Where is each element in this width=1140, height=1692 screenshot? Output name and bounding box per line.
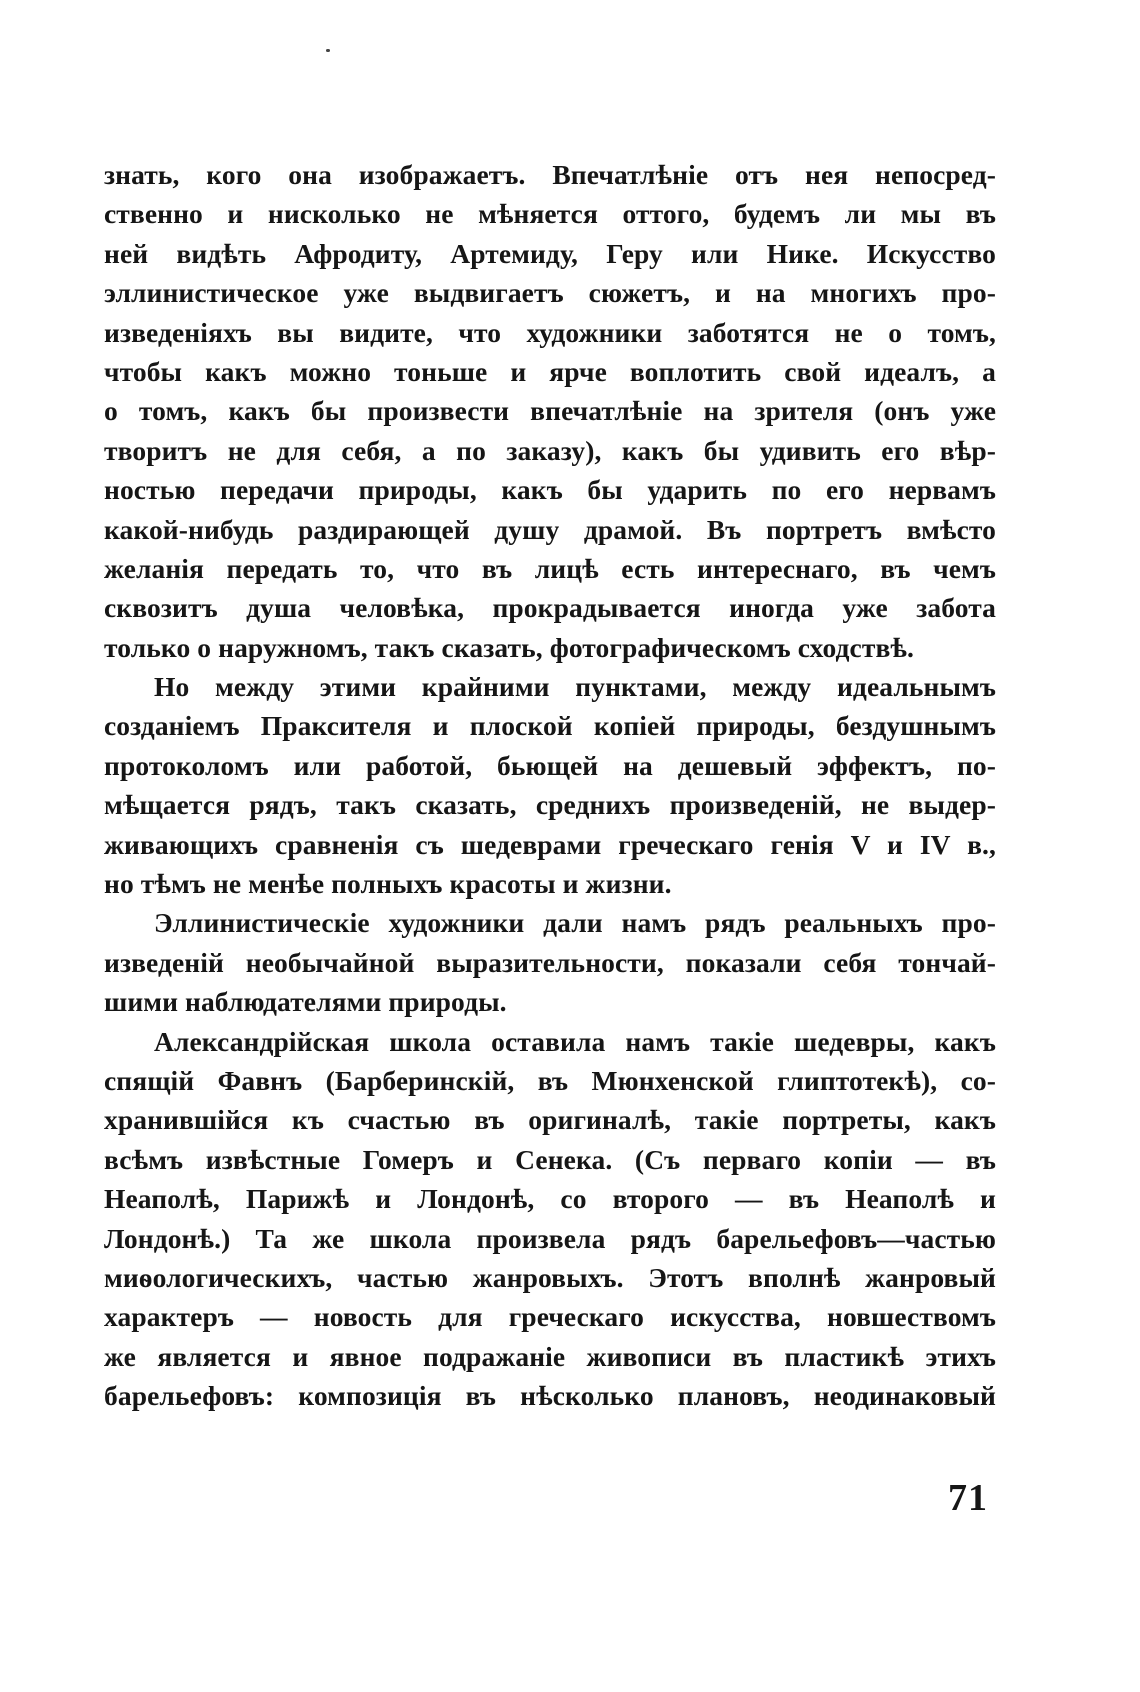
paragraph-3: [104, 903, 996, 1021]
text-line: всѣмъ извѣстные Гомеръ и Сенека. (Съ перваго копіи — въ: [104, 1143, 996, 1175]
text-line: Эллинистическіе художники дали намъ рядъ реальныхъ про-: [154, 907, 996, 939]
text-line: же является и явное подражаніе живописи въ пластикѣ этихъ: [104, 1340, 996, 1372]
text-line: чтобы какъ можно тоньше и ярче воплотить свой идеалъ, а: [104, 355, 996, 387]
print-speck: [326, 49, 330, 52]
text-line: желанія передать то, что въ лицѣ есть интереснаго, въ чемъ: [104, 552, 996, 584]
text-line: о томъ, какъ бы произвести впечатлѣніе на зрителя (онъ уже: [104, 395, 996, 427]
text-line: хранившійся къ счастью въ оригиналѣ, такіе портреты, какъ: [104, 1104, 996, 1136]
paragraph-2: [104, 667, 996, 903]
text-line: протоколомъ или работой, бьющей на дешевый эффектъ, по-: [104, 749, 996, 781]
text-line: мѣщается рядъ, такъ сказать, среднихъ произведеній, не выдер-: [104, 789, 996, 821]
text-line: Александрійская школа оставила намъ такіе шедевры, какъ: [154, 1025, 996, 1057]
text-line: ней видѣть Афродиту, Артемиду, Геру или Нике. Искусство: [104, 237, 996, 269]
text-line: творитъ не для себя, а по заказу), какъ бы удивить его вѣр-: [104, 434, 996, 466]
text-line: миѳологическихъ, частью жанровыхъ. Этотъ вполнѣ жанровый: [104, 1261, 996, 1293]
text-line: Лондонѣ.) Та же школа произвела рядъ барельефовъ—частью: [104, 1222, 996, 1254]
text-line: характеръ — новость для греческаго искусства, новшествомъ: [104, 1301, 996, 1333]
body-text: [104, 155, 996, 1416]
text-line: спящій Фавнъ (Барберинскій, въ Мюнхенской глиптотекѣ), со-: [104, 1064, 996, 1096]
text-line: сквозитъ душа человѣка, прокрадывается иногда уже забота: [104, 592, 996, 624]
text-line: барельефовъ: композиція въ нѣсколько плановъ, неодинаковый: [104, 1380, 996, 1412]
text-line: знать, кого она изображаетъ. Впечатлѣніе отъ нея непосред-: [104, 159, 996, 190]
text-line: но тѣмъ не менѣе полныхъ красоты и жизни.: [104, 868, 672, 900]
text-line: Но между этими крайними пунктами, между идеальнымъ: [154, 671, 996, 703]
text-line: какой-нибудь раздирающей душу драмой. Въ портретъ вмѣсто: [104, 513, 996, 545]
text-line: шими наблюдателями природы.: [104, 986, 507, 1018]
text-line: ностью передачи природы, какъ бы ударить по его нервамъ: [104, 474, 996, 506]
paragraph-1: [104, 155, 996, 667]
text-line: созданіемъ Праксителя и плоской копіей природы, бездушнымъ: [104, 710, 996, 742]
text-line: изведеній необычайной выразительности, показали себя тончай-: [104, 946, 996, 978]
text-line: Неаполѣ, Парижѣ и Лондонѣ, со второго — въ Неаполѣ и: [104, 1183, 996, 1215]
text-line: изведеніяхъ вы видите, что художники заботятся не о томъ,: [104, 316, 996, 348]
text-line: только о наружномъ, такъ сказать, фотографическомъ сходствѣ.: [104, 631, 914, 663]
page-number: 71: [948, 1477, 988, 1519]
text-line: ственно и нисколько не мѣняется оттого, будемъ ли мы въ: [104, 198, 996, 230]
text-line: эллинистическое уже выдвигаетъ сюжетъ, и на многихъ про-: [104, 277, 996, 309]
text-line: живающихъ сравненія съ шедеврами греческаго генія V и IV в.,: [104, 828, 996, 860]
paragraph-4: [104, 1022, 996, 1416]
